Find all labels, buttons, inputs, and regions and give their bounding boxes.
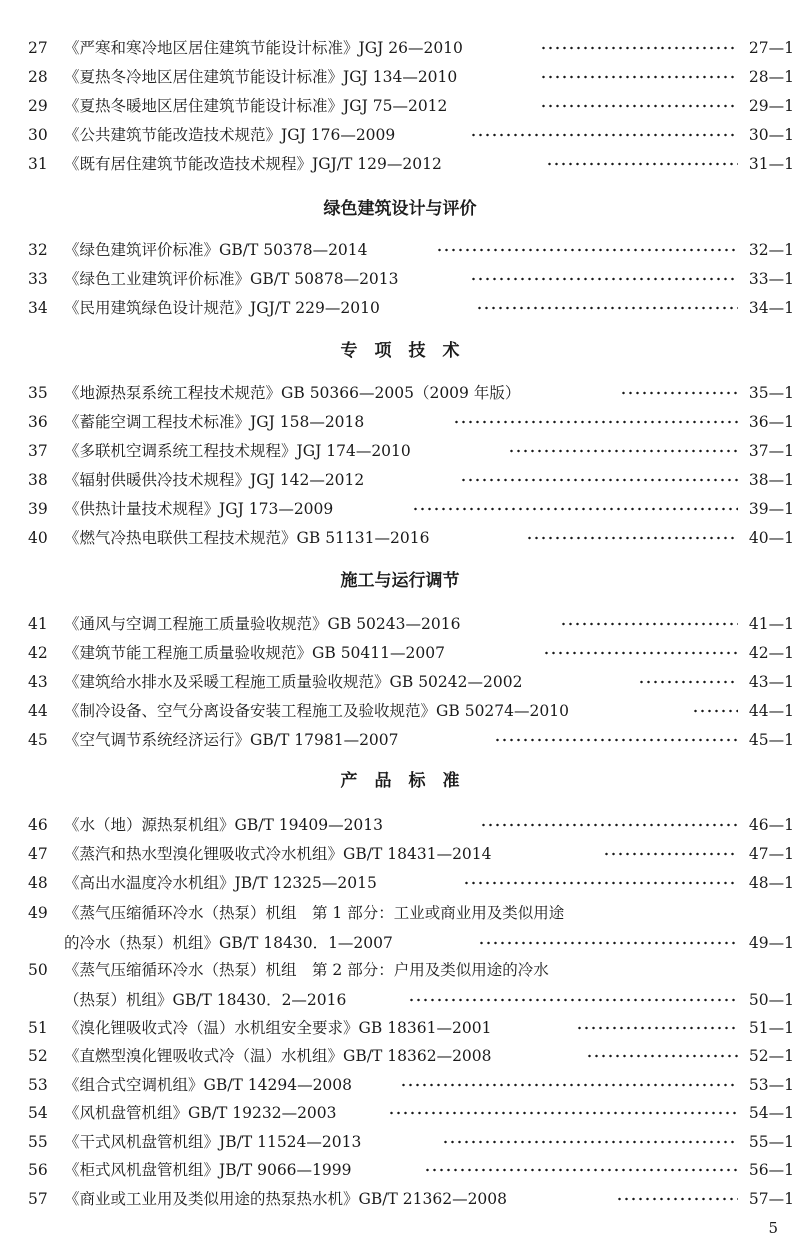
entry-page: 30—1: [748, 126, 794, 144]
entry-number: 42: [28, 644, 48, 662]
dot-leader: [540, 38, 738, 58]
entry-number: 52: [28, 1047, 48, 1065]
dot-leader: [463, 873, 738, 893]
entry-title: 《商业或工业用及类似用途的热泵热水机》GB/T 21362—2008: [64, 1190, 508, 1208]
entry-number: 48: [28, 874, 48, 892]
entry-number: 35: [28, 384, 48, 402]
entry-title: 《蒸气压缩循环冷水（热泵）机组 第 2 部分：户用及类似用途的冷水: [64, 961, 549, 979]
entry-page: 50—1: [748, 991, 794, 1009]
entry-page: 35—1: [748, 384, 794, 402]
section-heading: 产 品 标 准: [340, 771, 460, 791]
entry-number: 49: [28, 904, 48, 922]
page-number: 5: [768, 1219, 778, 1237]
dot-leader: [586, 1046, 738, 1066]
entry-title: 《组合式空调机组》GB/T 14294—2008: [64, 1076, 353, 1094]
entry-title: 《直燃型溴化锂吸收式冷（温）水机组》GB/T 18362—2008: [64, 1047, 492, 1065]
dot-leader: [494, 730, 738, 750]
dot-leader: [388, 1103, 738, 1123]
entry-number: 54: [28, 1104, 48, 1122]
entry-title: 《供热计量技术规程》JGJ 173—2009: [64, 500, 334, 518]
entry-number: 29: [28, 97, 48, 115]
dot-leader: [620, 383, 738, 403]
entry-page: 46—1: [748, 816, 794, 834]
entry-number: 41: [28, 615, 48, 633]
dot-leader: [476, 298, 738, 318]
entry-number: 37: [28, 442, 48, 460]
entry-page: 48—1: [748, 874, 794, 892]
entry-page: 29—1: [748, 97, 794, 115]
dot-leader: [546, 154, 738, 174]
dot-leader: [478, 933, 738, 953]
entry-page: 54—1: [748, 1104, 794, 1122]
entry-page: 45—1: [748, 731, 794, 749]
dot-leader: [408, 990, 738, 1010]
entry-page: 52—1: [748, 1047, 794, 1065]
entry-page: 38—1: [748, 471, 794, 489]
entry-title: 《绿色工业建筑评价标准》GB/T 50878—2013: [64, 270, 399, 288]
dot-leader: [400, 1075, 738, 1095]
entry-number: 47: [28, 845, 48, 863]
entry-number: 28: [28, 68, 48, 86]
entry-number: 32: [28, 241, 48, 259]
dot-leader: [460, 470, 738, 490]
entry-number: 46: [28, 816, 48, 834]
entry-title: 《干式风机盘管机组》JB/T 11524—2013: [64, 1133, 362, 1151]
section-heading: 施工与运行调节: [340, 571, 460, 591]
entry-number: 43: [28, 673, 48, 691]
section-heading: 绿色建筑设计与评价: [323, 199, 477, 219]
entry-title: 《蓄能空调工程技术标准》JGJ 158—2018: [64, 413, 365, 431]
dot-leader: [480, 815, 738, 835]
entry-page: 53—1: [748, 1076, 794, 1094]
entry-title: 《水（地）源热泵机组》GB/T 19409—2013: [64, 816, 384, 834]
entry-number: 44: [28, 702, 48, 720]
entry-title: 《制冷设备、空气分离设备安装工程施工及验收规范》GB 50274—2010: [64, 702, 569, 720]
entry-number: 27: [28, 39, 48, 57]
dot-leader: [540, 96, 738, 116]
entry-number: 55: [28, 1133, 48, 1151]
dot-leader: [692, 701, 738, 721]
entry-page: 43—1: [748, 673, 794, 691]
entry-title: 《公共建筑节能改造技术规范》JGJ 176—2009: [64, 126, 396, 144]
entry-title: 《既有居住建筑节能改造技术规程》JGJ/T 129—2012: [64, 155, 442, 173]
dot-leader: [603, 844, 738, 864]
entry-page: 40—1: [748, 529, 794, 547]
dot-leader: [616, 1189, 738, 1209]
dot-leader: [470, 125, 738, 145]
dot-leader: [540, 67, 738, 87]
entry-page: 56—1: [748, 1161, 794, 1179]
entry-title: 《蒸气压缩循环冷水（热泵）机组 第 1 部分：工业或商业用及类似用途: [64, 904, 565, 922]
dot-leader: [442, 1132, 738, 1152]
entry-number: 50: [28, 961, 48, 979]
entry-title: 《高出水温度冷水机组》JB/T 12325—2015: [64, 874, 377, 892]
dot-leader: [424, 1160, 738, 1180]
dot-leader: [560, 614, 738, 634]
entry-title: 《严寒和寒冷地区居住建筑节能设计标准》JGJ 26—2010: [64, 39, 463, 57]
entry-page: 44—1: [748, 702, 794, 720]
entry-page: 47—1: [748, 845, 794, 863]
entry-title: 《蒸汽和热水型溴化锂吸收式冷水机组》GB/T 18431—2014: [64, 845, 492, 863]
entry-title: 《夏热冬暖地区居住建筑节能设计标准》JGJ 75—2012: [64, 97, 448, 115]
dot-leader: [526, 528, 738, 548]
section-heading: 专 项 技 术: [340, 341, 460, 361]
entry-number: 53: [28, 1076, 48, 1094]
entry-number: 38: [28, 471, 48, 489]
entry-number: 57: [28, 1190, 48, 1208]
entry-number: 31: [28, 155, 48, 173]
entry-page: 49—1: [748, 934, 794, 952]
entry-number: 36: [28, 413, 48, 431]
entry-number: 33: [28, 270, 48, 288]
entry-number: 56: [28, 1161, 48, 1179]
entry-page: 36—1: [748, 413, 794, 431]
dot-leader: [543, 643, 738, 663]
entry-page: 55—1: [748, 1133, 794, 1151]
entry-page: 42—1: [748, 644, 794, 662]
entry-page: 33—1: [748, 270, 794, 288]
entry-title: 《通风与空调工程施工质量验收规范》GB 50243—2016: [64, 615, 461, 633]
entry-title: 《建筑节能工程施工质量验收规范》GB 50411—2007: [64, 644, 445, 662]
entry-title: 《绿色建筑评价标准》GB/T 50378—2014: [64, 241, 368, 259]
entry-title: 《夏热冬冷地区居住建筑节能设计标准》JGJ 134—2010: [64, 68, 458, 86]
dot-leader: [638, 672, 738, 692]
entry-page: 28—1: [748, 68, 794, 86]
entry-title: 《空气调节系统经济运行》GB/T 17981—2007: [64, 731, 399, 749]
dot-leader: [436, 240, 738, 260]
entry-page: 31—1: [748, 155, 794, 173]
entry-number: 40: [28, 529, 48, 547]
entry-title: 《地源热泵系统工程技术规范》GB 50366—2005（2009 年版）: [64, 384, 521, 402]
entry-page: 34—1: [748, 299, 794, 317]
dot-leader: [453, 412, 738, 432]
entry-title: 《多联机空调系统工程技术规程》JGJ 174—2010: [64, 442, 411, 460]
entry-title-continuation: （热泵）机组》GB/T 18430．2—2016: [64, 991, 347, 1009]
entry-title: 《建筑给水排水及采暖工程施工质量验收规范》GB 50242—2002: [64, 673, 523, 691]
entry-title: 《溴化锂吸收式冷（温）水机组安全要求》GB 18361—2001: [64, 1019, 492, 1037]
entry-page: 32—1: [748, 241, 794, 259]
entry-title: 《风机盘管机组》GB/T 19232—2003: [64, 1104, 337, 1122]
entry-page: 37—1: [748, 442, 794, 460]
dot-leader: [470, 269, 738, 289]
entry-number: 30: [28, 126, 48, 144]
dot-leader: [412, 499, 738, 519]
entry-page: 27—1: [748, 39, 794, 57]
entry-number: 39: [28, 500, 48, 518]
entry-page: 51—1: [748, 1019, 794, 1037]
entry-number: 45: [28, 731, 48, 749]
entry-title: 《柜式风机盘管机组》JB/T 9066—1999: [64, 1161, 352, 1179]
entry-title: 《民用建筑绿色设计规范》JGJ/T 229—2010: [64, 299, 380, 317]
entry-page: 41—1: [748, 615, 794, 633]
dot-leader: [508, 441, 738, 461]
entry-number: 34: [28, 299, 48, 317]
entry-page: 57—1: [748, 1190, 794, 1208]
entry-title: 《辐射供暖供冷技术规程》JGJ 142—2012: [64, 471, 365, 489]
entry-title: 《燃气冷热电联供工程技术规范》GB 51131—2016: [64, 529, 430, 547]
entry-title-continuation: 的冷水（热泵）机组》GB/T 18430．1—2007: [64, 934, 393, 952]
entry-page: 39—1: [748, 500, 794, 518]
entry-number: 51: [28, 1019, 48, 1037]
dot-leader: [576, 1018, 738, 1038]
